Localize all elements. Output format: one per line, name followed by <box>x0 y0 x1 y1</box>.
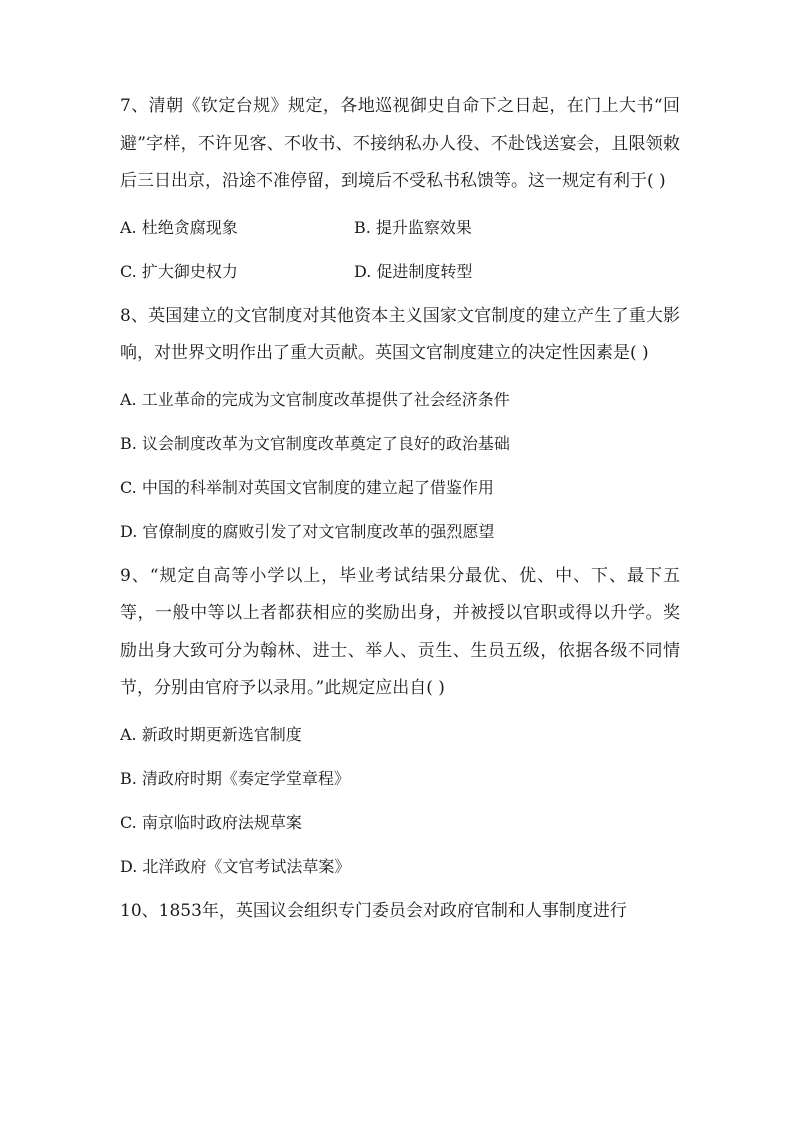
question-stem: 9、“规定自高等小学以上，毕业考试结果分最优、优、中、下、最下五等，一般中等以上者都获相应的奖励出身，并被授以官职或得以升学。奖励出身大致可分为翰林、进士、举人、贡生、生员五级，依据各级不同情节，分别由官府予以录用。”此规定应出自( ) <box>120 565 680 698</box>
option-d: D. 北洋政府《文官考试法草案》 <box>120 856 351 876</box>
option-c: C. 扩大御史权力 <box>120 261 238 281</box>
question-9 <box>120 558 680 877</box>
question-8 <box>120 298 680 542</box>
option-a: A. 工业革命的完成为文官制度改革提供了社会经济条件 <box>120 389 510 409</box>
question-7 <box>120 88 680 282</box>
options-row <box>120 218 680 238</box>
question-stem: 8、英国建立的文官制度对其他资本主义国家文官制度的建立产生了重大影响，对世界文明作出了重大贡献。英国文官制度建立的决定性因素是( ) <box>120 305 680 363</box>
option-d: D. 官僚制度的腐败引发了对文官制度改革的强烈愿望 <box>120 521 495 541</box>
option-b: B. 清政府时期《奏定学堂章程》 <box>120 768 350 788</box>
option-c: C. 南京临时政府法规草案 <box>120 812 302 832</box>
question-stem: 10、1853年，英国议会组织专门委员会对政府官制和人事制度进行 <box>120 900 627 921</box>
option-c: C. 中国的科举制对英国文官制度的建立起了借鉴作用 <box>120 477 494 497</box>
question-10 <box>120 893 680 931</box>
option-a: A. 杜绝贪腐现象 <box>120 217 238 237</box>
option-b: B. 提升监察效果 <box>354 217 472 237</box>
question-list <box>120 88 680 930</box>
question-stem: 7、清朝《钦定台规》规定，各地巡视御史自命下之日起，在门上大书“回避”字样，不许见客、不收书、不接纳私办人役、不赴饯送宴会，且限领敕后三日出京，沿途不准停留，到境后不受私书私馈等。这一规定有利于( ) <box>120 96 680 191</box>
option-a: A. 新政时期更新选官制度 <box>120 724 302 744</box>
options-row <box>120 262 680 282</box>
option-b: B. 议会制度改革为文官制度改革奠定了良好的政治基础 <box>120 433 510 453</box>
option-d: D. 促进制度转型 <box>354 261 473 281</box>
